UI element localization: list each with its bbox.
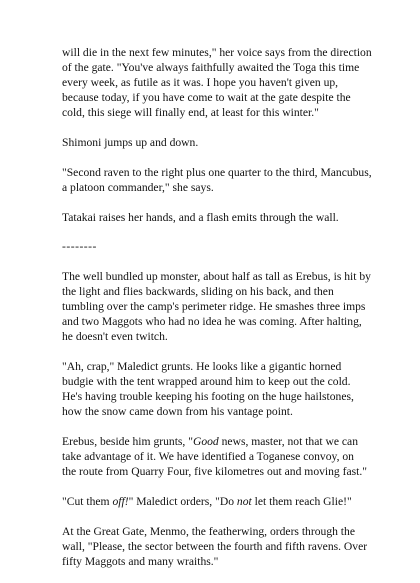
text-line: the light and flies backwards, sliding on his back, and then — [62, 285, 334, 298]
text-line: and two Maggots who had no idea he was coming. After halting, — [62, 315, 362, 329]
emphasis-text: off! — [112, 494, 129, 508]
text-line: fifty Maggots and many wraiths." — [62, 554, 219, 568]
text-line: The well bundled up monster, about half as tall as Erebus, is hit by — [62, 269, 371, 283]
paragraph-tatakai — [62, 210, 402, 225]
text-line: how the snow came down from his vantage point. — [62, 405, 293, 419]
text-line: wall, "Please, the sector between the fourth and fifth ravens. Over — [62, 539, 368, 553]
emphasis-text: Good — [192, 434, 219, 448]
paragraph-cut-them-off — [62, 494, 402, 509]
page-body — [62, 45, 402, 583]
section-separator — [62, 239, 402, 254]
text-line — [62, 434, 402, 449]
text-line: Shimoni jumps up and down. — [62, 136, 199, 150]
text-line — [62, 494, 402, 509]
text-line: the route from Quarry Four, five kilometres out and moving fast." — [62, 465, 367, 479]
text-line: "Second raven to the right plus one quarter to the third, Mancubus, — [62, 165, 372, 179]
paragraph-second-raven — [62, 165, 402, 195]
paragraph-gate-voice — [62, 45, 402, 120]
paragraph-maledict-grunts — [62, 359, 402, 419]
text-line: He's having trouble keeping his footing on the huge hailstones, — [62, 390, 354, 404]
text-run: let them reach Glie!" — [251, 494, 352, 508]
text-line: Tatakai raises her hands, and a flash emits through the wall. — [62, 210, 339, 224]
paragraph-monster-hit — [62, 269, 402, 344]
paragraph-great-gate — [62, 524, 402, 569]
text-run: Erebus, beside him grunts, " — [62, 434, 193, 448]
paragraph-erebus-news — [62, 434, 402, 479]
text-run: " Maledict orders, "Do — [128, 494, 237, 508]
text-line: will die in the next few minutes," her voice says from the direction — [62, 46, 372, 59]
text-line: he doesn't even twitch. — [62, 330, 168, 344]
text-line: a platoon commander," she says. — [62, 180, 214, 194]
separator-line: -------- — [62, 240, 97, 254]
paragraph-shimoni — [62, 135, 402, 150]
text-line: because today, if you have come to wait at the gate despite the — [62, 91, 351, 105]
text-line: budgie with the tent wrapped around him to keep out the cold. — [62, 375, 351, 389]
text-line: of the gate. "You've always faithfully awaited the Toga this time — [62, 61, 360, 75]
text-run: "Cut them — [62, 494, 113, 508]
text-run: news, master, not that we can — [218, 434, 358, 448]
text-line: cold, this siege will finally end, at least for this winter." — [62, 106, 319, 120]
text-line: "Ah, crap," Maledict grunts. He looks like a gigantic horned — [62, 359, 342, 373]
text-line: At the Great Gate, Menmo, the featherwing, orders through the — [62, 524, 355, 538]
emphasis-text: not — [236, 494, 252, 508]
text-line: every week, as futile as it was. I hope you haven't given up, — [62, 76, 339, 90]
text-line: tumbling over the camp's perimeter ridge. He smashes three imps — [62, 300, 366, 314]
text-line: take advantage of it. We have identified a Toganese convoy, on — [62, 450, 354, 464]
